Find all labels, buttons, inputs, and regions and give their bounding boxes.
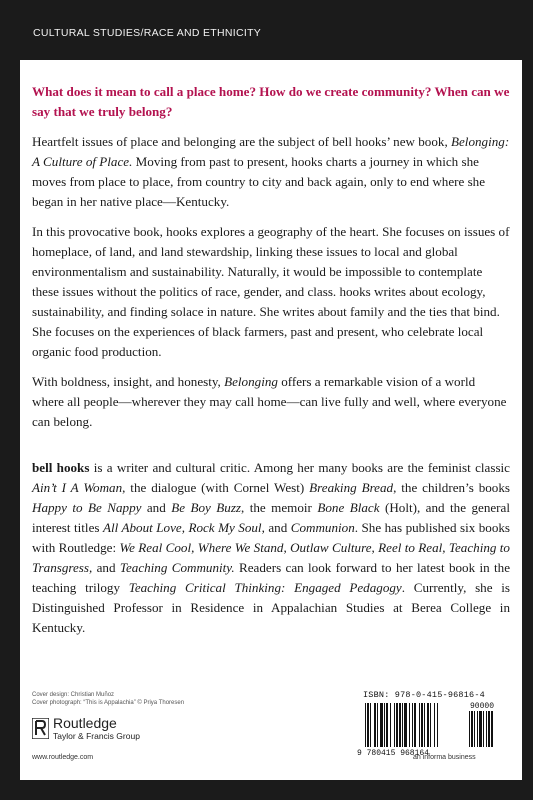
design-credit: Cover design: Christian Muñoz [32, 692, 115, 698]
barcode-digits: 9 780415 968164 [357, 749, 430, 757]
barcode-addon: 90000 [470, 702, 495, 711]
publisher-website: www.routledge.com [32, 754, 94, 761]
barcode [357, 701, 507, 757]
cover-credits [32, 691, 184, 707]
blurb [32, 82, 510, 648]
author-name: bell hooks [32, 460, 90, 475]
blurb-paragraph-1: Heartfelt issues of place and belonging are the subject of bell hooks’ new book, Belonging: A Culture of Place. Moving from past to present, hooks charts a journey in which she moves from place to place, from country to city and back again, only to end where she began in her native place—Kentucky. [32, 134, 510, 209]
publisher-logo [32, 716, 140, 741]
author-bio: bell hooks is a writer and cultural critic. Among her many books are the feminist classic Ain’t I A Woman, the dialogue (with Cornel West) Breaking Bread, the children’s books Happy to Be Nappy and Be Boy Buzz, the memoir Bone Black (Holt), and the general interest titles All About Love, Rock My Soul, and Communion. She has published six books with Routledge: We Real Cool, Where We Stand, Outlaw Culture, Reel to Real, Teaching to Transgress, and Teaching Community. Readers can look forward to her latest book in the teaching trilogy Teaching Critical Thinking: Engaged Pedagogy. Currently, she is Distinguished Professor in Residence in Appalachian Studies at Berea College in Kentucky. [32, 460, 511, 635]
routledge-logo-icon [32, 718, 49, 739]
informa-tagline: an informa business [413, 754, 476, 761]
book-title-short: Belonging [224, 374, 278, 389]
photo-credit: Cover photograph: “This is Appalachia” © Priya Thoresen [32, 700, 185, 706]
book-title: Belonging: A Culture of Place. [32, 134, 510, 169]
publisher-name: Routledge [53, 715, 117, 731]
blurb-paragraph-2: In this provocative book, hooks explores a geography of the heart. She focuses on issues of homeplace, of land, and land stewardship, linking these issues to local and global environmentalism and sustainability. Naturally, it would be impossible to contemplate these issues without the politics of race, gender, and class. hooks writes about ecology, sustainability, and finding solace in nature. She writes about family and the ties that bind. She focuses on the experiences of black farmers, past and present, who celebrate local organic food production. [32, 224, 510, 359]
publisher-group: Taylor & Francis Group [53, 731, 140, 741]
isbn-label: ISBN: 978-0-415-96816-4 [363, 690, 485, 700]
back-cover-panel [20, 60, 522, 780]
blurb-paragraph-3: With boldness, insight, and honesty, Belonging offers a remarkable vision of a world where all people—wherever they may call home—can live fully and well, where everyone can belong. [32, 374, 507, 429]
category-label: CULTURAL STUDIES/RACE AND ETHNICITY [33, 27, 262, 39]
intro-question: What does it mean to call a place home? How do we create community? When can we say that we truly belong? [32, 84, 510, 119]
